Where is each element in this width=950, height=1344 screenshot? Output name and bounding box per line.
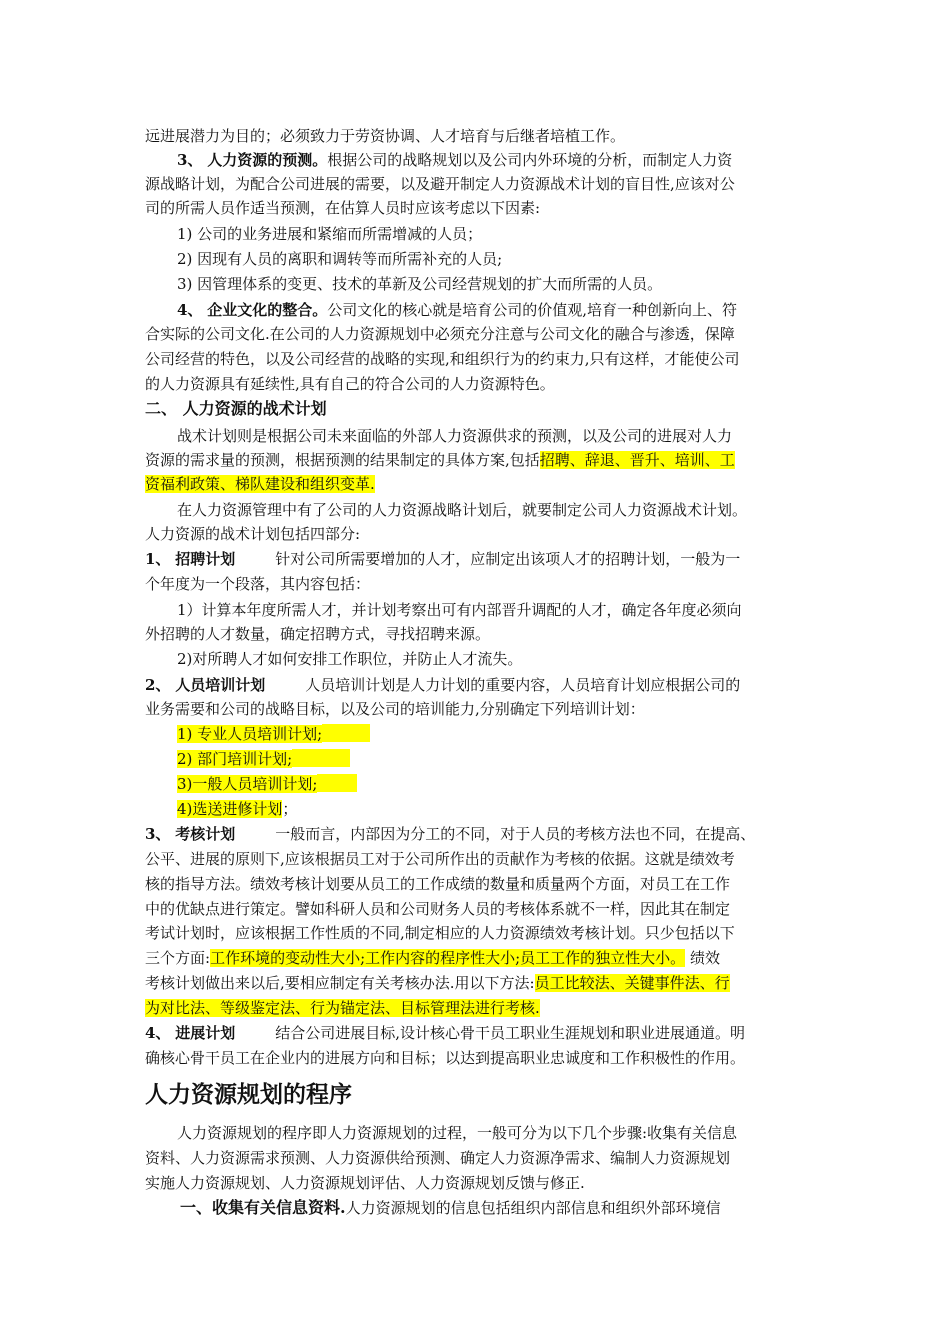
paragraph-line: 业务需要和公司的战略目标，以及公司的培训能力,分别确定下列培训计划： bbox=[145, 700, 645, 718]
paragraph-line: 人力资源的战术计划包括四部分: bbox=[145, 525, 361, 543]
highlighted-text: 员工比较法、关键事件法、行 bbox=[534, 974, 730, 992]
highlighted-text: 1) 专业人员培训计划; bbox=[177, 725, 323, 743]
plan-development-line bbox=[145, 1021, 810, 1045]
plan-text: 针对公司所需要增加的人才，应制定出该项人才的招聘计划，一般为一 bbox=[275, 550, 741, 568]
paragraph-line bbox=[145, 996, 810, 1020]
paragraph-line: 源战略计划，为配合公司进展的需要，以及避开制定人力资源战术计划的盲目性,应该对公 bbox=[145, 175, 735, 193]
paragraph-line bbox=[145, 472, 810, 496]
paragraph-line: 考试计划时，应该根据工作性质的不同,制定相应的人力资源绩效考核计划。只少包括以下 bbox=[145, 924, 735, 942]
section-text: 公司文化的核心就是培育公司的价值观,培育一种创新向上、符 bbox=[327, 301, 738, 319]
training-list-item bbox=[177, 722, 842, 746]
paragraph-line: 资料、人力资源需求预测、人力资源供给预测、确定人力资源净需求、编制人力资源规划 bbox=[145, 1149, 731, 1167]
paragraph-line: 1）计算本年度所需人才，并计划考察出可有内部晋升调配的人才，确定各年度必须向 bbox=[177, 601, 742, 619]
plan-number: 4、 bbox=[145, 1024, 171, 1042]
plan-text: 一般而言，内部因为分工的不同，对于人员的考核方法也不同，在提高、 bbox=[275, 825, 756, 843]
paragraph-line: 司的所需人员作适当预测，在估算人员时应该考虑以下因素: bbox=[145, 199, 541, 217]
heading-tactical-plan: 二、 人力资源的战术计划 bbox=[145, 399, 327, 418]
highlighted-text: 为对比法、等级鉴定法、行为锚定法、目标管理法进行考核. bbox=[145, 999, 540, 1017]
paragraph-line: 核的指导方法。绩效考核计划要从员工的工作成绩的数量和质量两个方面，对员工在工作 bbox=[145, 875, 731, 893]
paragraph-line: 确核心骨干员工在企业内的进展方向和目标；以达到提高职业忠诚度和工作积极性的作用。 bbox=[145, 1049, 746, 1067]
paragraph-line: 战术计划则是根据公司未来面临的外部人力资源供求的预测，以及公司的进展对人力 bbox=[177, 427, 733, 445]
text-run: 资源的需求量的预测，根据预测的结果制定的具体方案,包括 bbox=[145, 451, 540, 469]
highlighted-text: 资福利政策、梯队建设和组织变革. bbox=[145, 475, 375, 493]
paragraph-line: 外招聘的人才数量，确定招聘方式，寻找招聘来源。 bbox=[145, 625, 491, 643]
plan-title: 考核计划 bbox=[175, 825, 236, 843]
paragraph-line: 的人力资源具有延续性,具有自己的符合公司的人力资源特色。 bbox=[145, 375, 555, 393]
list-item: 1) 公司的业务进展和紧缩而所需增减的人员； bbox=[177, 225, 483, 243]
text-run: 三个方面: bbox=[145, 949, 211, 967]
section-title: 人力资源的预测。 bbox=[207, 151, 328, 169]
section-text: 人力资源规划的信息包括组织内部信息和组织外部环境信 bbox=[345, 1199, 721, 1217]
paragraph-line: 实施人力资源规划、人力资源规划评估、人力资源规划反馈与修正. bbox=[145, 1174, 585, 1192]
plan-title: 招聘计划 bbox=[175, 550, 236, 568]
section-number: 3、 bbox=[177, 151, 203, 169]
plan-text: 结合公司进展目标,设计核心骨干员工职业生涯规划和职业进展通道。明 bbox=[275, 1024, 746, 1042]
plan-title: 人员培训计划 bbox=[175, 676, 266, 694]
paragraph-line: 中的优缺点进行策定。譬如科研人员和公司财务人员的考核体系就不一样，因此其在制定 bbox=[145, 900, 731, 918]
section-title: 企业文化的整合。 bbox=[207, 301, 328, 319]
paragraph-line: 公司经营的特色，以及公司经营的战略的实现,和组织行为的约束力,只有这样，才能使公司 bbox=[145, 350, 740, 368]
paragraph-line: 合实际的公司文化.在公司的人力资源规划中必须充分注意与公司文化的融合与渗透，保障 bbox=[145, 325, 735, 343]
paragraph-line: 公平、进展的原则下,应该根据员工对于公司所作出的贡献作为考核的依据。这就是绩效考 bbox=[145, 850, 735, 868]
paragraph-line: 远进展潜力为目的；必须致力于劳资协调、人才培育与后继者培植工作。 bbox=[145, 127, 626, 145]
plan-number: 2、 bbox=[145, 676, 171, 694]
paragraph-line bbox=[145, 946, 810, 970]
plan-recruitment-line bbox=[145, 547, 810, 571]
section-number: 4、 bbox=[177, 301, 203, 319]
heading-program: 人力资源规划的程序 bbox=[145, 1081, 352, 1108]
paragraph-line bbox=[145, 448, 810, 472]
plan-assessment-line bbox=[145, 822, 810, 846]
section-title: 一、收集有关信息资料. bbox=[180, 1198, 346, 1217]
training-list-item bbox=[177, 747, 842, 771]
list-item: 3) 因管理体系的变更、技术的革新及公司经营规划的扩大而所需的人员。 bbox=[177, 275, 663, 293]
section-text: 根据公司的战略规划以及公司内外环境的分析，而制定人力资 bbox=[327, 151, 733, 169]
paragraph-line: 2)对所聘人才如何安排工作职位，并防止人才流失。 bbox=[177, 650, 523, 668]
highlighted-text: 4)选送进修计划 bbox=[177, 800, 283, 818]
text-run: 绩效 bbox=[685, 949, 720, 967]
section-collect-info-line bbox=[180, 1196, 810, 1220]
highlighted-text: 2) 部门培训计划; bbox=[177, 750, 293, 768]
plan-title: 进展计划 bbox=[175, 1024, 236, 1042]
plan-number: 3、 bbox=[145, 825, 171, 843]
paragraph-line: 个年度为一个段落，其内容包括： bbox=[145, 575, 371, 593]
section-culture-line bbox=[177, 298, 842, 322]
paragraph-line bbox=[145, 971, 810, 995]
plan-training-line bbox=[145, 673, 810, 697]
training-list-item bbox=[177, 797, 842, 821]
highlighted-text: 招聘、辞退、晋升、培训、工 bbox=[539, 451, 735, 469]
highlighted-text: 工作环境的变动性大小;工作内容的程序性大小;员工工作的独立性大小。 bbox=[210, 949, 686, 967]
paragraph-line: 人力资源规划的程序即人力资源规划的过程，一般可分为以下几个步骤:收集有关信息 bbox=[177, 1124, 738, 1142]
plan-number: 1、 bbox=[145, 550, 171, 568]
list-item: 2) 因现有人员的离职和调转等而所需补充的人员; bbox=[177, 250, 503, 268]
text-run: ； bbox=[282, 800, 298, 818]
highlighted-text: 3)一般人员培训计划; bbox=[177, 775, 318, 793]
text-run: 考核计划做出来以后,要相应制定有关考核办法.用以下方法: bbox=[145, 974, 535, 992]
plan-text: 人员培训计划是人力计划的重要内容，人员培育计划应根据公司的 bbox=[305, 676, 741, 694]
paragraph-line: 在人力资源管理中有了公司的人力资源战略计划后，就要制定公司人力资源战术计划。 bbox=[177, 501, 748, 519]
section-forecast-line bbox=[177, 148, 842, 172]
training-list-item bbox=[177, 772, 842, 796]
